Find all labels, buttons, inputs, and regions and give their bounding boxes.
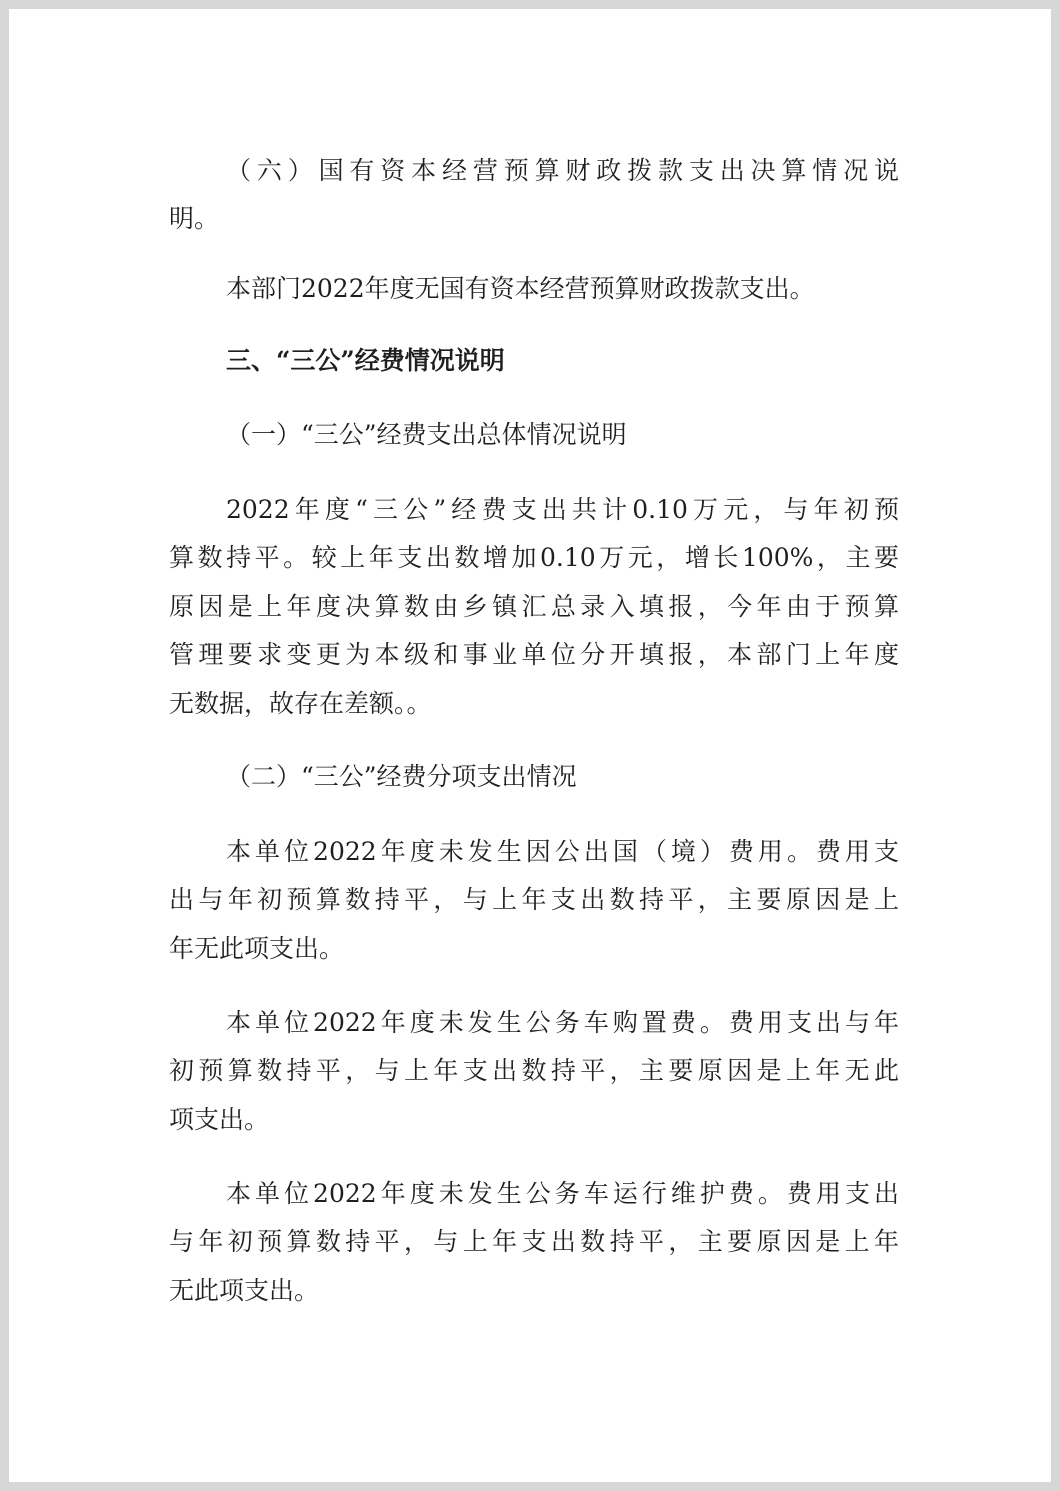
total-expense-line-3: 原因是上年度决算数由乡镇汇总录入填报，今年由于预算 bbox=[169, 592, 899, 621]
subsection-1-title: （一）“三公”经费支出总体情况说明 bbox=[226, 420, 627, 449]
subsection-6-title-line-2: 明。 bbox=[169, 204, 220, 233]
abroad-expense-line-2: 出与年初预算数持平，与上年支出数持平，主要原因是上 bbox=[169, 885, 899, 914]
section-3-heading: 三、“三公”经费情况说明 bbox=[226, 346, 505, 375]
abroad-expense-line-3: 年无此项支出。 bbox=[169, 934, 345, 963]
total-expense-line-1: 2022年度“三公”经费支出共计0.10万元，与年初预 bbox=[226, 495, 899, 524]
car-purchase-line-1: 本单位2022年度未发生公务车购置费。费用支出与年 bbox=[226, 1008, 899, 1037]
state-capital-statement: 本部门2022年度无国有资本经营预算财政拨款支出。 bbox=[226, 274, 815, 303]
total-expense-line-4: 管理要求变更为本级和事业单位分开填报，本部门上年度 bbox=[169, 640, 899, 669]
car-maintenance-line-1: 本单位2022年度未发生公务车运行维护费。费用支出 bbox=[226, 1179, 899, 1208]
document-page bbox=[9, 9, 1051, 1482]
car-maintenance-line-3: 无此项支出。 bbox=[169, 1276, 320, 1305]
car-purchase-line-2: 初预算数持平，与上年支出数持平，主要原因是上年无此 bbox=[169, 1056, 899, 1085]
car-maintenance-line-2: 与年初预算数持平，与上年支出数持平，主要原因是上年 bbox=[169, 1227, 899, 1256]
total-expense-line-5: 无数据，故存在差额。。 bbox=[169, 689, 432, 718]
subsection-6-title-line-1: （六）国有资本经营预算财政拨款支出决算情况说 bbox=[226, 156, 899, 185]
car-purchase-line-3: 项支出。 bbox=[169, 1105, 270, 1134]
subsection-2-title: （二）“三公”经费分项支出情况 bbox=[226, 762, 577, 791]
total-expense-line-2: 算数持平。较上年支出数增加0.10万元，增长100%，主要 bbox=[169, 543, 899, 572]
abroad-expense-line-1: 本单位2022年度未发生因公出国（境）费用。费用支 bbox=[226, 837, 899, 866]
